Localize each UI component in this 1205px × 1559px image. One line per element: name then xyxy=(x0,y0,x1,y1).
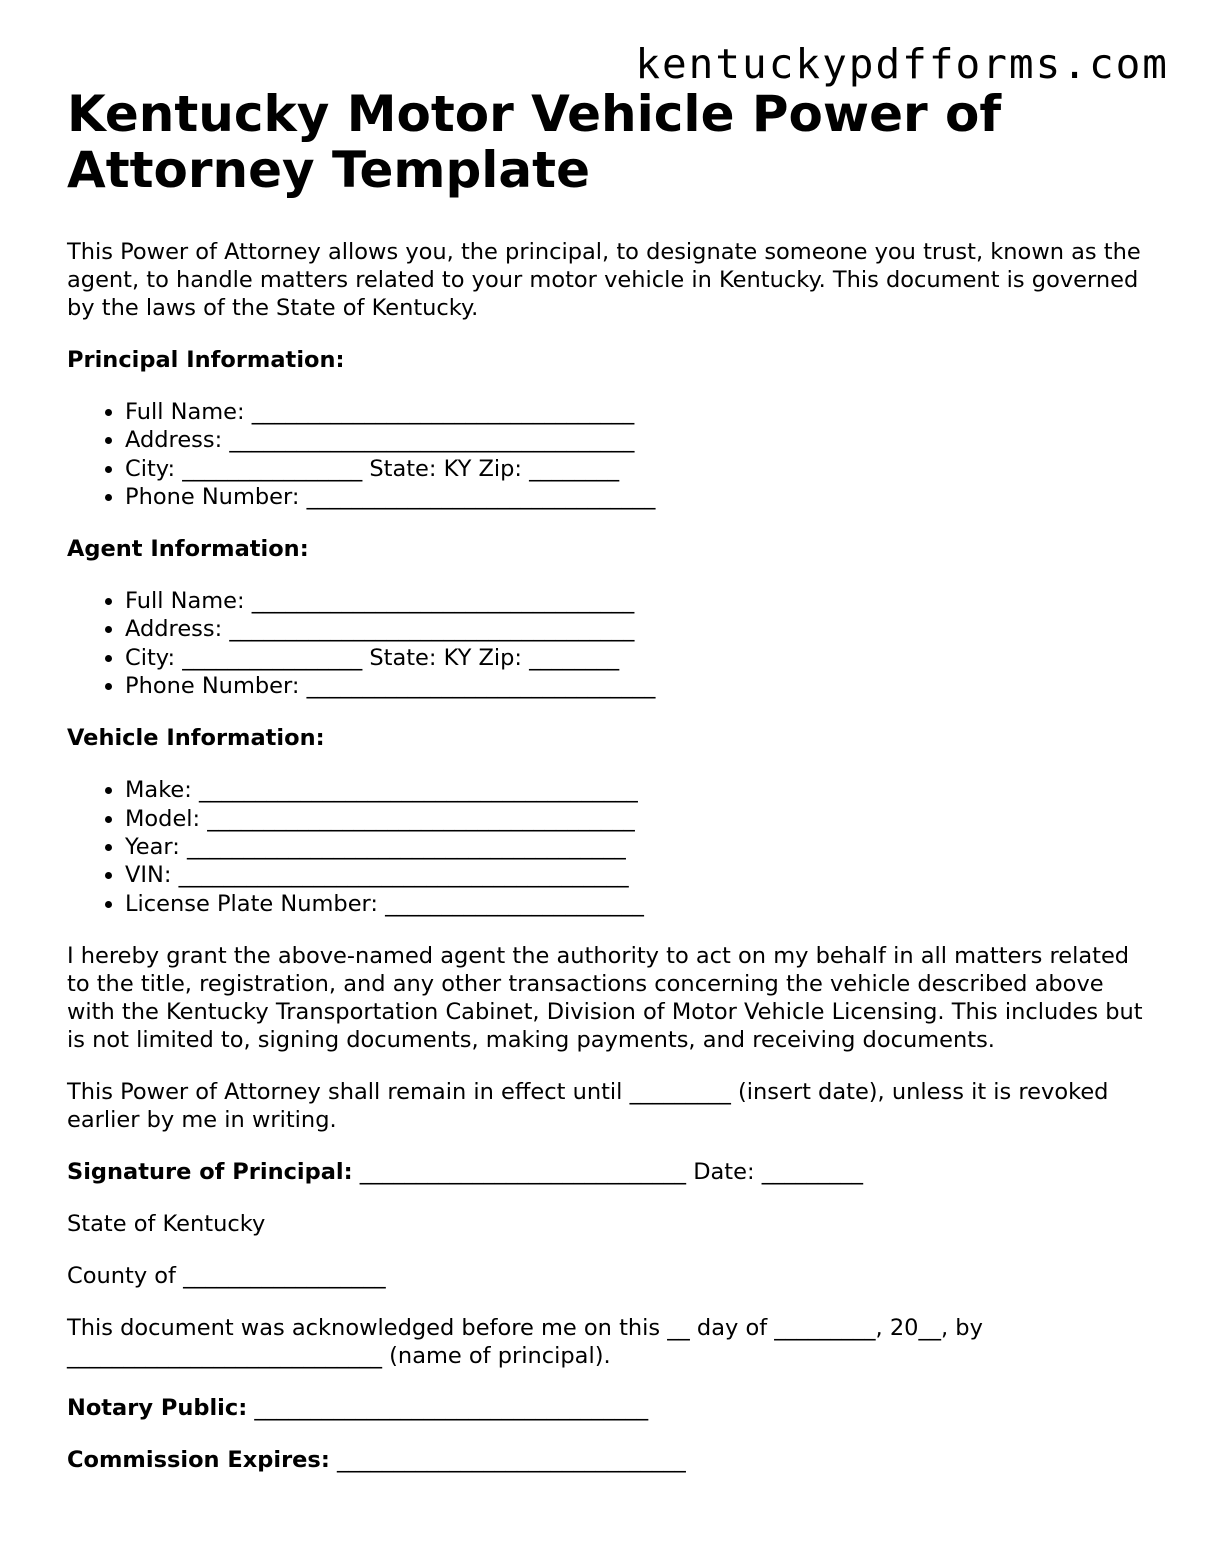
agent-list xyxy=(67,587,1147,700)
grant-paragraph: I hereby grant the above-named agent the authority to act on my behalf in all matters related to the title, registration, and any other transactions concerning the vehicle described above with the Kentucky Transportation Cabinet, Division of Motor Vehicle Licensing. This includes but is not limited to, signing documents, making payments, and receiving documents. xyxy=(67,942,1143,1053)
document-page xyxy=(67,86,1147,1474)
principal-heading: Principal Information: xyxy=(67,347,345,373)
commission-line[interactable] xyxy=(67,1446,1147,1474)
county-line[interactable]: County of __________________ xyxy=(67,1262,386,1289)
notary-blank[interactable]: ___________________________________ xyxy=(247,1394,649,1421)
signature-label: Signature of Principal: xyxy=(67,1158,353,1185)
intro-paragraph: This Power of Attorney allows you, the principal, to designate someone you trust, known as the agent, to handle matters related to your motor vehicle in Kentucky. This document is governed by the laws of the State of Kentucky. xyxy=(67,239,1141,321)
notary-label: Notary Public: xyxy=(67,1394,248,1421)
page-title: Kentucky Motor Vehicle Power of Attorney Template xyxy=(67,85,1002,199)
vehicle-model-field[interactable]: • Model: ______________________________________ xyxy=(125,805,1147,833)
agent-heading: Agent Information: xyxy=(67,536,309,563)
principal-city-state-zip-field[interactable]: • City: ________________ State: KY Zip: ________ xyxy=(125,455,1147,483)
vehicle-list xyxy=(67,776,1147,917)
commission-label: Commission Expires: xyxy=(67,1446,330,1473)
vehicle-year-field[interactable]: • Year: _______________________________________ xyxy=(125,833,1147,861)
vehicle-make-field[interactable]: • Make: _______________________________________ xyxy=(125,776,1147,804)
state-line: State of Kentucky xyxy=(67,1210,266,1237)
notary-line[interactable] xyxy=(67,1394,1147,1422)
agent-full-name-field[interactable]: • Full Name: __________________________________ xyxy=(125,587,1147,615)
agent-city-state-zip-field[interactable]: • City: ________________ State: KY Zip: ________ xyxy=(125,644,1147,672)
vehicle-plate-field[interactable]: • License Plate Number: _______________________ xyxy=(125,890,1147,918)
effect-paragraph: This Power of Attorney shall remain in effect until _________ (insert date), unless it is revoked earlier by me in writing. xyxy=(67,1078,1109,1133)
acknowledgment-paragraph: This document was acknowledged before me on this __ day of _________, 20__, by ____________________________ (name of principal). xyxy=(67,1314,983,1369)
commission-blank[interactable]: _______________________________ xyxy=(329,1446,686,1473)
principal-phone-field[interactable]: • Phone Number: _______________________________ xyxy=(125,483,1147,511)
principal-full-name-field[interactable]: • Full Name: __________________________________ xyxy=(125,398,1147,426)
agent-phone-field[interactable]: • Phone Number: _______________________________ xyxy=(125,672,1147,700)
signature-line[interactable] xyxy=(67,1158,1147,1186)
vehicle-vin-field[interactable]: • VIN: ________________________________________ xyxy=(125,861,1147,889)
agent-address-field[interactable]: • Address: ____________________________________ xyxy=(125,615,1147,643)
principal-list xyxy=(67,398,1147,511)
signature-date-blanks[interactable]: _____________________________ Date: _________ xyxy=(352,1158,863,1185)
principal-address-field[interactable]: • Address: ____________________________________ xyxy=(125,426,1147,454)
vehicle-heading: Vehicle Information: xyxy=(67,725,325,752)
watermark: kentuckypdfforms.com xyxy=(635,40,1169,88)
